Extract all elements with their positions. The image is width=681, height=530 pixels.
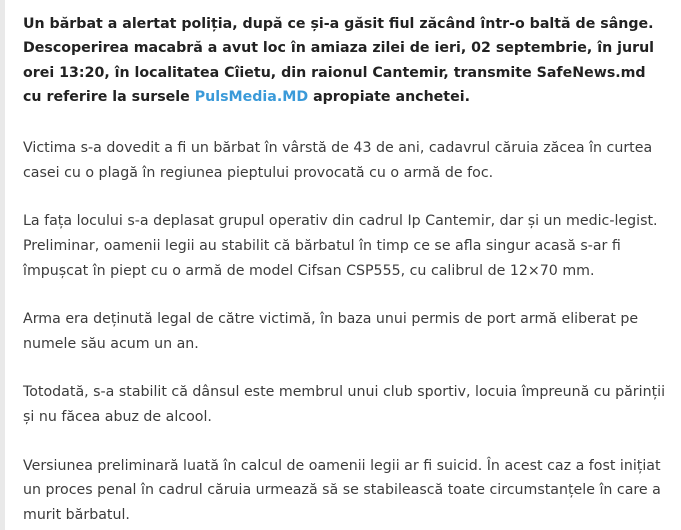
lead-text-start: Un bărbat a alertat poliția, după ce și-a găsit fiul zăcând într-o baltă de sânge. Descoperirea macabră a avut loc în amiaza zilei de ieri, 02 septembrie, în jurul orei 13:20, în localitatea Cîietu, din raionul Cantemir, transmite SafeNews.md cu referire la sursele (23, 16, 655, 105)
paragraph-investigation: La fața locului s-a deplasat grupul operativ din cadrul Ip Cantemir, dar și un medic-legist. Preliminar, oamenii legii au stabilit că bărbatul în timp ce se afla singur acasă s-ar fi împușcat în piept cu o armă de model Cifsan CSP555, cu calibrul de 12×70 mm. (23, 213, 658, 279)
paragraph-weapon-permit: Arma era deținută legal de către victimă, în baza unui permis de port armă eliberat pe numele său acum un an. (23, 311, 639, 352)
paragraph-conclusion: Versiunea preliminară luată în calcul de oamenii legii ar fi suicid. În acest caz a fost inițiat un proces penal în cadrul căruia urmează să se stabilească toate circumstanțele în care a murit bărbatul. (23, 457, 661, 523)
article-body (23, 0, 668, 527)
paragraph-victim: Victima s-a dovedit a fi un bărbat în vârstă de 43 de ani, cadavrul căruia zăcea în curtea casei cu o plagă în regiunea pieptului provocată cu o armă de foc. (23, 140, 653, 181)
article-lead (23, 12, 668, 109)
paragraph-background: Totodată, s-a stabilit că dânsul este membrul unui club sportiv, locuia împreună cu părinții și nu făcea abuz de alcool. (23, 384, 666, 425)
lead-text-end: apropiate anchetei. (308, 88, 470, 105)
left-border (0, 0, 5, 530)
source-link[interactable]: PulsMedia.MD (194, 88, 309, 105)
